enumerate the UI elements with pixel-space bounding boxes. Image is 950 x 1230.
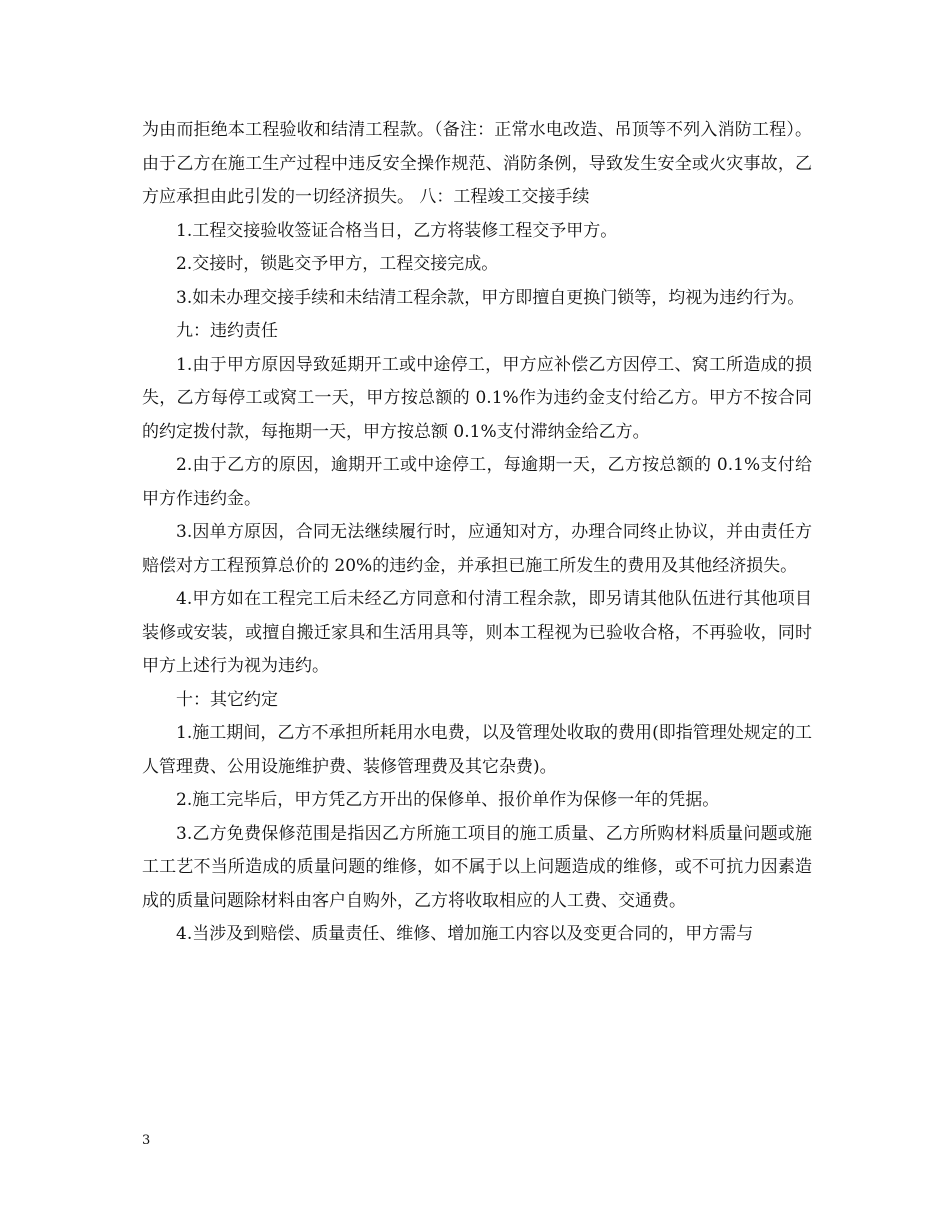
paragraph-breach-1: 1.由于甲方原因导致延期开工或中途停工，甲方应补偿乙方因停工、窝工所造成的损失，乙方每停工或窝工一天，甲方按总额的 0.1%作为违约金支付给乙方。甲方不按合同的约定拨付款，每拖期一天，甲方按总额 0.1%支付滞纳金给乙方。 bbox=[142, 354, 812, 442]
document-body bbox=[142, 114, 812, 952]
paragraph-other-1: 1.施工期间，乙方不承担所耗用水电费，以及管理处收取的费用(即指管理处规定的工人管理费、公用设施维护费、装修管理费及其它杂费)。 bbox=[142, 723, 812, 777]
section-heading-other: 十：其它约定 bbox=[176, 689, 278, 710]
page-number: 3 bbox=[142, 1133, 151, 1148]
paragraph-breach-4: 4.甲方如在工程完工后未经乙方同意和付清工程余款，即另请其他队伍进行其他项目装修或安装，或擅自搬迁家具和生活用具等，则本工程视为已验收合格，不再验收，同时甲方上述行为视为违约。 bbox=[142, 589, 812, 676]
paragraph-other-4: 4.当涉及到赔偿、质量责任、维修、增加施工内容以及变更合同的，甲方需与 bbox=[176, 924, 754, 944]
paragraph-handover-2: 2.交接时，锁匙交予甲方，工程交接完成。 bbox=[176, 254, 499, 274]
paragraph-continued: 为由而拒绝本工程验收和结清工程款。（备注：正常水电改造、吊顶等不列入消防工程）。由于乙方在施工生产过程中违反安全操作规范、消防条例，导致发生安全或火灾事故，乙方应承担由此引发的一切经济损失。 八：工程竣工交接手续 bbox=[142, 120, 812, 207]
paragraph-breach-3: 3.因单方原因，合同无法继续履行时，应通知对方，办理合同终止协议，并由责任方赔偿对方工程预算总价的 20%的违约金，并承担已施工所发生的费用及其他经济损失。 bbox=[142, 522, 812, 576]
paragraph-other-2: 2.施工完毕后，甲方凭乙方开出的保修单、报价单作为保修一年的凭据。 bbox=[176, 790, 720, 810]
paragraph-other-3: 3.乙方免费保修范围是指因乙方所施工项目的施工质量、乙方所购材料质量问题或施工工艺不当所造成的质量问题的维修，如不属于以上问题造成的维修，或不可抗力因素造成的质量问题除材料由客户自购外，乙方将收取相应的人工费、交通费。 bbox=[142, 823, 812, 911]
section-heading-breach: 九：违约责任 bbox=[176, 321, 278, 341]
paragraph-breach-2: 2.由于乙方的原因，逾期开工或中途停工，每逾期一天，乙方按总额的 0.1%支付给甲方作违约金。 bbox=[142, 455, 812, 509]
paragraph-handover-1: 1.工程交接验收签证合格当日，乙方将装修工程交予甲方。 bbox=[176, 220, 618, 241]
paragraph-handover-3: 3.如未办理交接手续和未结清工程余款，甲方即擅自更换门锁等，均视为违约行为。 bbox=[176, 287, 805, 308]
